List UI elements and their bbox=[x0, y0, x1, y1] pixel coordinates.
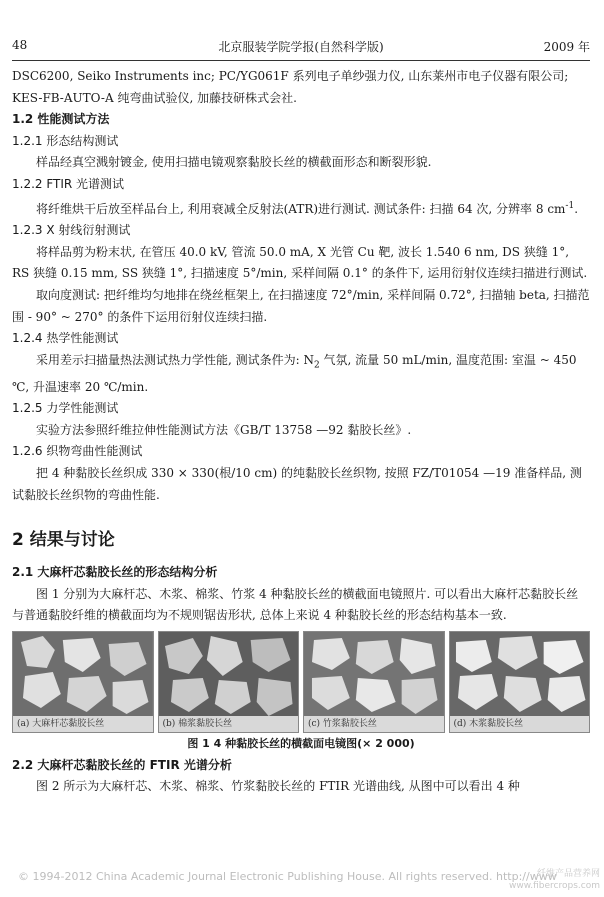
figure-panel-a bbox=[12, 631, 154, 733]
heading-1-2-6: 1.2.6 织物弯曲性能测试 bbox=[12, 444, 143, 459]
paragraph-1-2-4-text: 采用差示扫描量热法测试热力学性能, 测试条件为: N bbox=[36, 352, 314, 367]
figure-panel-b bbox=[158, 631, 300, 733]
heading-1-2-1: 1.2.1 形态结构测试 bbox=[12, 133, 119, 148]
paragraph-1-2-2-end: . bbox=[574, 201, 579, 216]
paragraph-1-2-3: 将样品剪为粉末状, 在管压 40.0 kV, 管流 50.0 mA, X 光管 Cu 靶, 波长 1.540 6 nm, DS 狭缝 1°, RS 狭缝 0.15 mm, SS 狭缝 1°, 扫描速度 5°/min, 采样间隔 0.1° 的条件下, 运用衍射仪连续扫描进行测试. bbox=[12, 244, 588, 281]
heading-1-2-2: 1.2.2 FTIR 光谱测试 bbox=[12, 176, 125, 191]
heading-2-2: 2.2 大麻杆芯黏胶长丝的 FTIR 光谱分析 bbox=[12, 757, 232, 772]
watermark-line-1: 纤维产品营养网 bbox=[536, 869, 600, 879]
figure-1 bbox=[12, 631, 590, 733]
figure-1-caption: 图 1 4 种黏胶长丝的横截面电镜图(× 2 000) bbox=[187, 737, 415, 751]
paragraph-1-2-4-sub: 2 bbox=[314, 360, 320, 371]
copyright-notice: © 1994-2012 China Academic Journal Electronic Publishing House. All rights reserved. http://www bbox=[18, 870, 557, 883]
paragraph-2-1: 图 1 分别为大麻杆芯、木浆、棉浆、竹浆 4 种黏胶长丝的横截面电镜照片. 可以看出大麻杆芯黏胶长丝与普通黏胶纤维的横截面均为不规则锯齿形状, 总体上来说 4 种黏胶长丝的形态结构基本一致. bbox=[12, 586, 579, 623]
watermark-line-2: www.fibercrops.com bbox=[509, 881, 600, 891]
heading-1-2-3: 1.2.3 X 射线衍射测试 bbox=[12, 223, 131, 238]
paragraph-1-2-1: 样品经真空溅射镀金, 使用扫描电镜观察黏胶长丝的横截面形态和断裂形貌. bbox=[36, 155, 432, 170]
heading-1-2-5: 1.2.5 力学性能测试 bbox=[12, 401, 119, 416]
journal-title: 北京服装学院学报(自然科学版) bbox=[218, 40, 384, 54]
figure-panel-c bbox=[303, 631, 445, 733]
paragraph-1-2-4 bbox=[12, 350, 590, 399]
heading-1-2: 1.2 性能测试方法 bbox=[12, 112, 110, 127]
figure-panel-label: (d) 木浆黏胶长丝 bbox=[450, 716, 590, 732]
paragraph-1-2-6: 把 4 种黏胶长丝织成 330 × 330(根/10 cm) 的纯黏胶长丝织物, 按照 FZ/T01054 —19 准备样品, 测试黏胶长丝织物的弯曲性能. bbox=[12, 466, 582, 502]
paragraph-1-2-2-text: 将纤维烘干后放至样品台上, 利用衰减全反射法(ATR)进行测试. 测试条件: 扫描 64 次, 分辨率 8 cm bbox=[36, 201, 566, 216]
heading-2-1: 2.1 大麻杆芯黏胶长丝的形态结构分析 bbox=[12, 565, 218, 580]
article-body bbox=[12, 66, 590, 798]
paragraph-instruments: DSC6200, Seiko Instruments inc; PC/YG061F 系列电子单纱强力仪, 山东莱州市电子仪器有限公司; KES-FB-AUTO-A 纯弯曲试验仪, 加藤技研株式会社. bbox=[12, 69, 569, 105]
heading-1-2-4: 1.2.4 热学性能测试 bbox=[12, 331, 119, 346]
figure-panel-label: (c) 竹浆黏胶长丝 bbox=[304, 716, 444, 732]
page-footer bbox=[0, 868, 604, 897]
paragraph-1-2-2 bbox=[12, 196, 590, 221]
figure-panel-d bbox=[449, 631, 591, 733]
paragraph-2-2: 图 2 所示为大麻杆芯、木浆、棉浆、竹浆黏胶长丝的 FTIR 光谱曲线, 从图中可以看出 4 种 bbox=[36, 779, 520, 794]
paragraph-1-2-4-end: 气氛, 流量 50 mL/min, 温度范围: 室温 ~ 450 ℃, 升温速率 20 ℃/min. bbox=[12, 352, 577, 394]
section-2-heading: 2 结果与讨论 bbox=[12, 530, 115, 551]
page-number: 48 bbox=[12, 38, 28, 52]
paragraph-1-2-3-orientation: 取向度测试: 把纤维均匀地排在绕丝框架上, 在扫描速度 72°/min, 采样间隔 0.72°, 扫描轴 beta, 扫描范围 - 90° ~ 270° 的条件下运用衍射仪连续扫描. bbox=[12, 287, 590, 324]
figure-panel-label: (b) 棉浆黏胶长丝 bbox=[159, 716, 299, 732]
paragraph-1-2-2-sup: -1 bbox=[565, 200, 575, 211]
running-header bbox=[12, 38, 590, 58]
site-watermark bbox=[509, 868, 600, 892]
header-rule bbox=[12, 60, 590, 61]
publication-year: 2009 年 bbox=[543, 40, 590, 54]
paragraph-1-2-5: 实验方法参照纤维拉伸性能测试方法《GB/T 13758 —92 黏胶长丝》. bbox=[36, 422, 412, 437]
figure-panel-label: (a) 大麻杆芯黏胶长丝 bbox=[13, 716, 153, 732]
